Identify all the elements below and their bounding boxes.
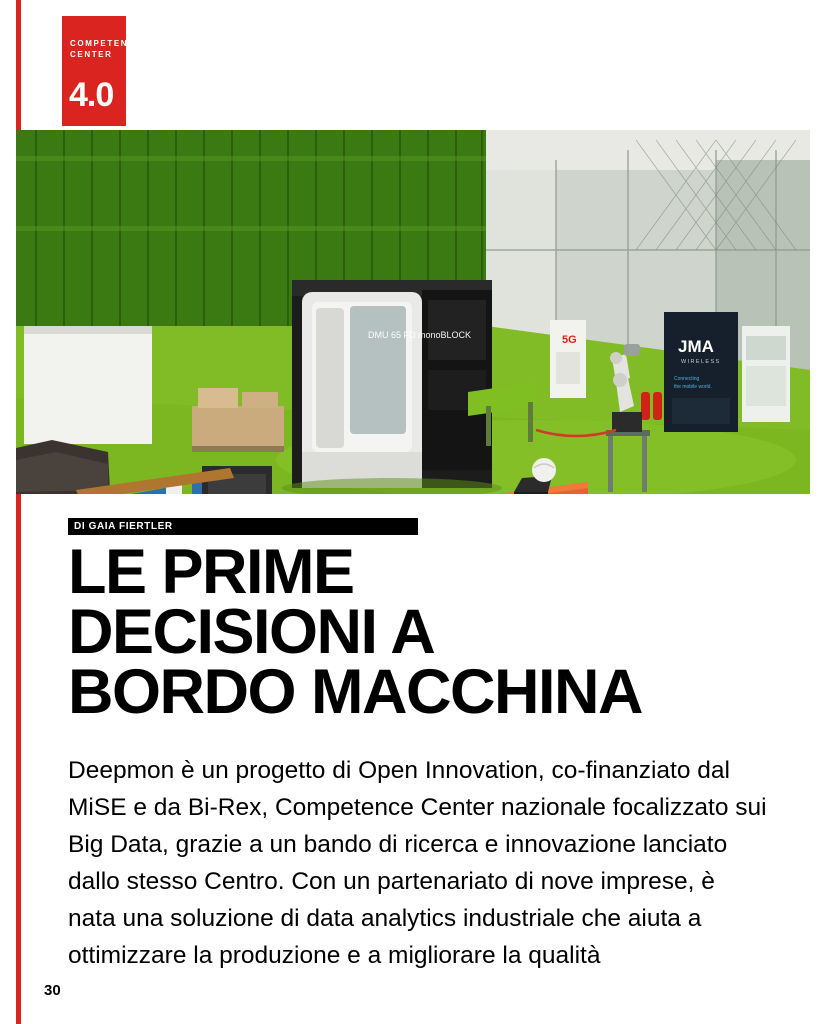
masthead-badge: [62, 16, 143, 126]
hero-photo: [16, 130, 810, 494]
svg-text:WIRELESS: WIRELESS: [681, 359, 721, 365]
page-title: [68, 537, 808, 727]
article-deck: Deepmon è un progetto di Open Innovation, co-finanziato dal MiSE e da Bi-Rex, Competence Center nazionale focalizzato sui Big Data, grazie a un bando di ricerca e innovazione lanciato dallo stesso Centro. Con un partenariato di nove imprese, è nata una soluzione di data analytics industriale che aiuta a ottimizzare la produzione e a migliorare la qualità: [68, 757, 767, 969]
byline: DI GAIA FIERTLER: [68, 518, 418, 535]
svg-text:the mobile world.: the mobile world.: [674, 384, 712, 390]
svg-text:JMA: JMA: [678, 337, 714, 356]
headline-line-2: DECISIONI A: [68, 597, 435, 667]
headline-line-3: BORDO MACCHINA: [68, 657, 642, 727]
masthead-version: 4.0: [69, 76, 114, 114]
headline-line-1: LE PRIME: [68, 537, 354, 607]
masthead-line-1: COMPETENCE: [70, 39, 143, 48]
masthead-line-2: CENTER: [70, 50, 113, 59]
svg-text:Connecting: Connecting: [674, 376, 700, 382]
hero-photo-illustration: [16, 130, 810, 494]
masthead-badge-text: [70, 38, 143, 60]
page-number: 30: [44, 982, 61, 999]
svg-text:5G: 5G: [562, 334, 577, 346]
svg-text:DMU 65 FD monoBLOCK: DMU 65 FD monoBLOCK: [368, 330, 472, 340]
